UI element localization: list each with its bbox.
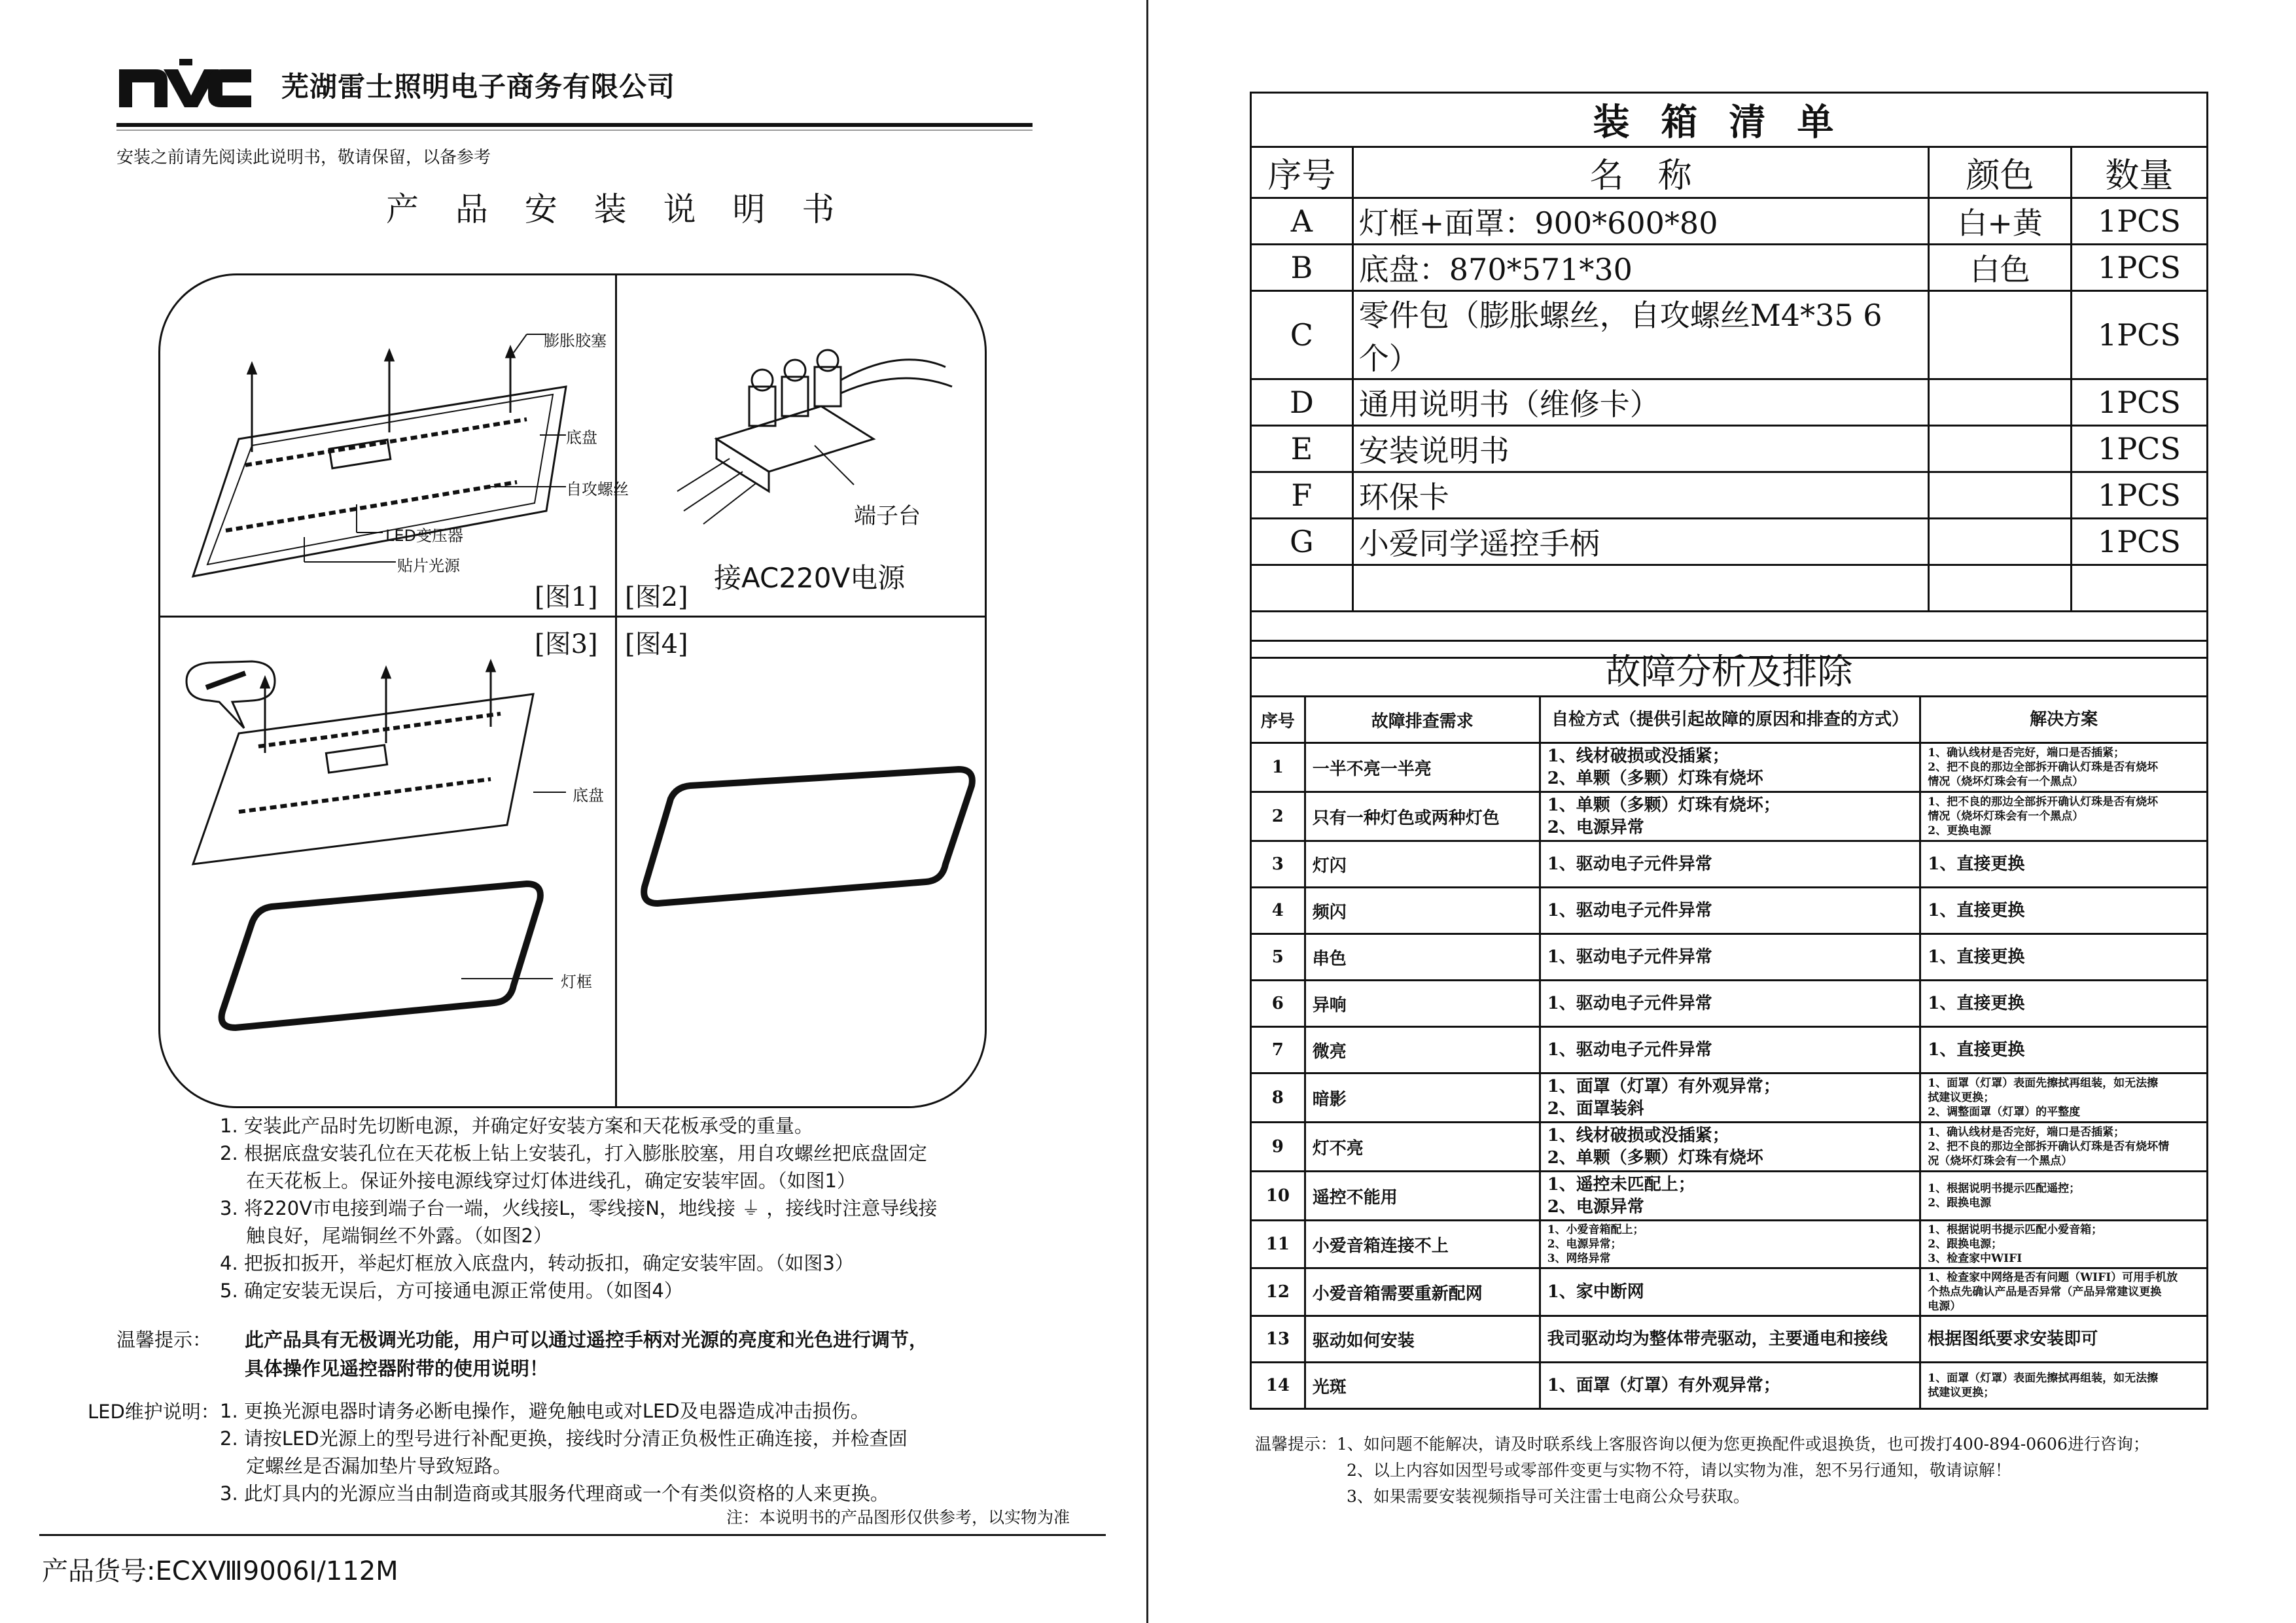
tip-line-2: 具体操作见遥控器附带的使用说明！ xyxy=(245,1357,549,1380)
header-rule xyxy=(116,123,1033,127)
row-name: 灯框+面罩：900*600*80 xyxy=(1352,198,1929,245)
right-tip-2: 2、以上内容如因型号或零部件变更与实物不符，请以实物为准，恕不另行通知，敬请谅解！ xyxy=(1347,1461,2011,1480)
fault-check xyxy=(1540,1221,1920,1268)
fault-no: 9 xyxy=(1251,1123,1305,1172)
table-row xyxy=(1251,519,2208,565)
fault-solution xyxy=(1920,1363,2208,1409)
table-row xyxy=(1251,743,2208,792)
fault-check-line: 1、面罩（灯罩）有外观异常； xyxy=(1547,1077,1780,1096)
right-tips xyxy=(1255,1431,2223,1510)
table-row xyxy=(1251,1027,2208,1073)
fault-check xyxy=(1540,743,1920,792)
fault-solution-line: 1、直接更换 xyxy=(1928,947,2025,967)
fault-solution xyxy=(1920,981,2208,1027)
row-color xyxy=(1929,472,2071,519)
table-row xyxy=(1251,1172,2208,1221)
fault-check-line: 3、网络异常 xyxy=(1547,1252,1611,1265)
fault-solution-line: 2、跟换电源 xyxy=(1928,1196,1992,1210)
fault-solution xyxy=(1920,1027,2208,1073)
fault-no: 5 xyxy=(1251,934,1305,981)
fault-check-line: 1、驱动电子元件异常 xyxy=(1547,901,1712,920)
fault-check-line: 1、驱动电子元件异常 xyxy=(1547,854,1712,874)
fault-solution xyxy=(1920,1123,2208,1172)
fault-need: 遥控不能用 xyxy=(1305,1172,1540,1221)
fault-solution xyxy=(1920,792,2208,841)
table-row xyxy=(1251,981,2208,1027)
row-qty: 1PCS xyxy=(2071,291,2207,379)
packing-list-title-row xyxy=(1251,93,2208,147)
fault-no: 8 xyxy=(1251,1073,1305,1123)
fault-check-line: 我司驱动均为整体带壳驱动，主要通电和接线 xyxy=(1547,1329,1888,1349)
row-qty: 1PCS xyxy=(2071,472,2207,519)
company-name: 芜湖雷士照明电子商务有限公司 xyxy=(281,71,676,103)
header-qty: 数量 xyxy=(2071,147,2207,198)
fault-need: 串色 xyxy=(1305,934,1540,981)
row-name: 小爱同学遥控手柄 xyxy=(1352,519,1929,565)
page-divider xyxy=(1146,0,1148,1623)
step-4: 4. 把扳扣扳开，举起灯框放入底盘内，转动扳扣，确定安装牢固。（如图3） xyxy=(220,1252,854,1274)
fault-solution-line: 2、把不良的那边全部拆开确认灯珠是否有烧坏情 xyxy=(1928,1140,2170,1153)
figure-label-3: [图3] xyxy=(535,629,598,659)
fault-need: 小爱音箱需要重新配网 xyxy=(1305,1268,1540,1316)
fault-solution xyxy=(1920,1221,2208,1268)
fault-check xyxy=(1540,1027,1920,1073)
row-color xyxy=(1929,519,2071,565)
fault-no: 13 xyxy=(1251,1316,1305,1363)
fault-solution-line: 2、更换电源 xyxy=(1928,824,1992,837)
fault-need: 只有一种灯色或两种灯色 xyxy=(1305,792,1540,841)
step-3: 3. 将220V市电接到端子台一端，火线接L，零线接N，地线接 ⏚ ，接线时注意导线接 xyxy=(220,1197,938,1219)
callout-tapping-screw: 自攻螺丝 xyxy=(566,480,629,498)
fault-no: 14 xyxy=(1251,1363,1305,1409)
row-no: B xyxy=(1251,245,1353,291)
fault-solution-line: 电源） xyxy=(1928,1300,1962,1313)
fault-solution-line: 3、检查家中WIFI xyxy=(1928,1252,2022,1265)
table-row xyxy=(1251,426,2208,472)
fault-need: 频闪 xyxy=(1305,888,1540,934)
fault-solution xyxy=(1920,1268,2208,1316)
fault-need: 灯不亮 xyxy=(1305,1123,1540,1172)
fault-solution-line: 1、直接更换 xyxy=(1928,994,2025,1013)
fault-no: 4 xyxy=(1251,888,1305,934)
table-row xyxy=(1251,379,2208,426)
fault-check-line: 1、单颗（多颗）灯珠有烧坏； xyxy=(1547,795,1780,815)
table-row xyxy=(1251,1316,2208,1363)
fault-check xyxy=(1540,1363,1920,1409)
fault-solution-line: 1、把不良的那边全部拆开确认灯珠是否有烧坏 xyxy=(1928,795,2159,809)
row-no: G xyxy=(1251,519,1353,565)
fault-check-line: 2、电源异常； xyxy=(1547,1238,1622,1251)
figure-label-1: [图1] xyxy=(535,582,598,612)
fault-solution xyxy=(1920,743,2208,792)
power-connection-label: 接AC220V电源 xyxy=(714,562,906,594)
header-check: 自检方式（提供引起故障的原因和排查的方式） xyxy=(1540,697,1920,743)
header-color: 颜色 xyxy=(1929,147,2071,198)
fault-check-line: 1、家中断网 xyxy=(1547,1282,1644,1302)
table-row xyxy=(1251,1123,2208,1172)
header-solution: 解决方案 xyxy=(1920,697,2208,743)
fault-solution-line: 1、直接更换 xyxy=(1928,901,2025,920)
fault-need: 异响 xyxy=(1305,981,1540,1027)
header-rule-thin xyxy=(116,130,1033,131)
callout-led-driver: LED变压器 xyxy=(385,527,464,545)
row-qty: 1PCS xyxy=(2071,245,2207,291)
table-row xyxy=(1251,1221,2208,1268)
table-row xyxy=(1251,245,2208,291)
table-row xyxy=(1251,291,2208,379)
fault-no: 11 xyxy=(1251,1221,1305,1268)
row-no xyxy=(1251,565,1353,612)
row-qty: 1PCS xyxy=(2071,426,2207,472)
row-name xyxy=(1352,565,1929,612)
fault-check-line: 1、驱动电子元件异常 xyxy=(1547,1040,1712,1060)
fault-solution-line: 1、直接更换 xyxy=(1928,854,2025,874)
fault-need: 灯闪 xyxy=(1305,841,1540,888)
right-tip-3: 3、如果需要安装视频指导可关注雷士电商公众号获取。 xyxy=(1347,1487,1750,1506)
header-no: 序号 xyxy=(1251,147,1353,198)
row-name: 安装说明书 xyxy=(1352,426,1929,472)
row-name: 环保卡 xyxy=(1352,472,1929,519)
fault-check xyxy=(1540,981,1920,1027)
fault-check xyxy=(1540,1073,1920,1123)
fault-no: 6 xyxy=(1251,981,1305,1027)
callout-chassis: 底盘 xyxy=(566,428,597,447)
row-no: C xyxy=(1251,291,1353,379)
fault-check-line: 2、电源异常 xyxy=(1547,818,1644,837)
fault-solution-line: 1、面罩（灯罩）表面先擦拭再组装，如无法擦 xyxy=(1928,1372,2159,1385)
fault-check xyxy=(1540,934,1920,981)
fault-need: 光斑 xyxy=(1305,1363,1540,1409)
row-qty: 1PCS xyxy=(2071,519,2207,565)
row-color xyxy=(1929,379,2071,426)
tip-line-1: 此产品具有无极调光功能，用户可以通过遥控手柄对光源的亮度和光色进行调节， xyxy=(245,1329,928,1351)
fault-solution xyxy=(1920,1172,2208,1221)
callout-expansion-plug: 膨胀胶塞 xyxy=(544,332,607,350)
row-name: 底盘：870*571*30 xyxy=(1352,245,1929,291)
table-row xyxy=(1251,934,2208,981)
led-step-1: 1. 更换光源电器时请务必断电操作，避免触电或对LED及电器造成冲击损伤。 xyxy=(220,1400,870,1422)
fault-check-line: 1、线材破损或没插紧； xyxy=(1547,746,1729,766)
fault-check-line: 1、面罩（灯罩）有外观异常； xyxy=(1547,1376,1780,1395)
figure-label-2: [图2] xyxy=(625,582,688,612)
fault-check-line: 1、驱动电子元件异常 xyxy=(1547,994,1712,1013)
table-row xyxy=(1251,888,2208,934)
callout-light-frame: 灯框 xyxy=(561,973,592,991)
fault-no: 10 xyxy=(1251,1172,1305,1221)
fault-no: 1 xyxy=(1251,743,1305,792)
fault-solution-line: 拭建议更换； xyxy=(1928,1091,1995,1104)
packing-list-header xyxy=(1251,147,2208,198)
fault-check xyxy=(1540,841,1920,888)
right-tip-1: 温馨提示：1、如问题不能解决，请及时联系线上客服咨询以便为您更换配件或退换货，也可拨打400-894-0606进行咨询； xyxy=(1255,1435,2149,1454)
fault-solution xyxy=(1920,841,2208,888)
table-row xyxy=(1251,1268,2208,1316)
fault-check xyxy=(1540,888,1920,934)
table-row-empty xyxy=(1251,565,2208,612)
fault-check xyxy=(1540,1123,1920,1172)
fault-need: 一半不亮一半亮 xyxy=(1305,743,1540,792)
row-color xyxy=(1929,565,2071,612)
fault-solution-line: 1、直接更换 xyxy=(1928,1040,2025,1060)
fault-no: 7 xyxy=(1251,1027,1305,1073)
callout-terminal-block: 端子台 xyxy=(854,503,921,529)
fault-check xyxy=(1540,1316,1920,1363)
fault-check-line: 2、电源异常 xyxy=(1547,1197,1644,1217)
row-no: D xyxy=(1251,379,1353,426)
packing-list-title: 装箱清单 xyxy=(1251,93,2208,147)
fault-check xyxy=(1540,1172,1920,1221)
tip-label: 温馨提示： xyxy=(116,1329,212,1351)
callout-chassis-fig3: 底盘 xyxy=(573,786,604,805)
table-row xyxy=(1251,198,2208,245)
manual-title: 产 品 安 装 说 明 书 xyxy=(386,190,848,228)
fault-solution-line: 拭建议更换； xyxy=(1928,1386,1995,1399)
nvc-logo-icon xyxy=(116,58,254,110)
fault-solution-line: 情况（烧坏灯珠会有一个黑点） xyxy=(1928,775,2084,788)
fault-solution xyxy=(1920,934,2208,981)
fault-solution-line: 1、检查家中网络是否有问题（WIFI）可用手机放 xyxy=(1928,1271,2178,1284)
led-maintenance-steps xyxy=(220,1397,1070,1507)
step-2-cont: 在天花板上。保证外接电源线穿过灯体进线孔，确定安装牢固。（如图1） xyxy=(246,1170,856,1192)
row-name: 零件包（膨胀螺丝，自攻螺丝M4*35 6个） xyxy=(1352,291,1929,379)
header-name: 名 称 xyxy=(1352,147,1929,198)
tip-text xyxy=(245,1325,1043,1383)
fault-header xyxy=(1251,697,2208,743)
table-row xyxy=(1251,1363,2208,1409)
fault-check-line: 1、小爱音箱配上； xyxy=(1547,1223,1644,1236)
row-qty: 1PCS xyxy=(2071,379,2207,426)
table-row xyxy=(1251,792,2208,841)
fault-no: 3 xyxy=(1251,841,1305,888)
fault-solution-line: 1、根据说明书提示匹配遥控； xyxy=(1928,1182,2081,1195)
fault-check-line: 2、单颗（多颗）灯珠有烧坏 xyxy=(1547,769,1763,788)
installation-steps xyxy=(220,1112,1070,1304)
fault-check-line: 1、遥控未匹配上； xyxy=(1547,1175,1695,1195)
figure-label-4: [图4] xyxy=(625,629,688,659)
fault-title: 故障分析及排除 xyxy=(1251,641,2208,697)
fault-solution-line: 1、确认线材是否完好，端口是否插紧； xyxy=(1928,746,2125,759)
fault-check-line: 1、线材破损或没插紧； xyxy=(1547,1126,1729,1145)
led-step-2: 2. 请按LED光源上的型号进行补配更换，接线时分清正负极性正确连接，并检查固 xyxy=(220,1427,908,1450)
fault-solution-line: 2、跟换电源； xyxy=(1928,1238,2003,1251)
fault-solution xyxy=(1920,1073,2208,1123)
fault-solution-line: 况（烧坏灯珠会有一个黑点） xyxy=(1928,1155,2073,1168)
fault-need: 微亮 xyxy=(1305,1027,1540,1073)
led-step-3: 3. 此灯具内的光源应当由制造商或其服务代理商或一个有类似资格的人来更换。 xyxy=(220,1482,889,1505)
fault-title-row xyxy=(1251,641,2208,697)
fault-solution-line: 2、把不良的那边全部拆开确认灯珠是否有烧坏 xyxy=(1928,761,2159,774)
footer-rule xyxy=(39,1534,1106,1536)
table-row xyxy=(1251,472,2208,519)
fault-need: 小爱音箱连接不上 xyxy=(1305,1221,1540,1268)
fault-rows xyxy=(1251,743,2208,1409)
fault-solution-line: 个热点先确认产品是否异常（产品异常建议更换 xyxy=(1928,1285,2162,1299)
fault-check xyxy=(1540,1268,1920,1316)
fault-check-line: 2、单颗（多颗）灯珠有烧坏 xyxy=(1547,1148,1763,1168)
fault-solution-line: 1、根据说明书提示匹配小爱音箱； xyxy=(1928,1223,2103,1236)
step-5: 5. 确定安装无误后，方可接通电源正常使用。（如图4） xyxy=(220,1280,683,1302)
step-2: 2. 根据底盘安装孔位在天花板上钻上安装孔，打入膨胀胶塞，用自攻螺丝把底盘固定 xyxy=(220,1142,927,1164)
fault-solution-line: 1、确认线材是否完好，端口是否插紧； xyxy=(1928,1126,2125,1139)
row-color xyxy=(1929,426,2071,472)
fault-no: 12 xyxy=(1251,1268,1305,1316)
table-row xyxy=(1251,841,2208,888)
row-qty: 1PCS xyxy=(2071,198,2207,245)
header-no: 序号 xyxy=(1251,697,1305,743)
fault-solution xyxy=(1920,888,2208,934)
header-need: 故障排查需求 xyxy=(1305,697,1540,743)
led-step-2-cont: 定螺丝是否漏加垫片导致短路。 xyxy=(246,1455,512,1477)
figure-disclaimer: 注：本说明书的产品图形仅供参考，以实物为准 xyxy=(726,1508,1070,1527)
product-model: 产品货号:ECXⅧ9006Ⅰ/112M xyxy=(42,1556,398,1586)
row-qty xyxy=(2071,565,2207,612)
fault-check-line: 2、面罩装斜 xyxy=(1547,1099,1644,1119)
row-no: F xyxy=(1251,472,1353,519)
fault-solution-line: 情况（烧坏灯珠会有一个黑点） xyxy=(1928,810,2084,823)
fault-check-line: 1、驱动电子元件异常 xyxy=(1547,947,1712,967)
fault-analysis-table xyxy=(1250,640,2208,1410)
step-3-cont: 触良好，尾端铜丝不外露。（如图2） xyxy=(246,1225,552,1247)
fault-solution-line: 1、面罩（灯罩）表面先擦拭再组装，如无法擦 xyxy=(1928,1077,2159,1090)
led-maintenance-label: LED维护说明： xyxy=(88,1401,220,1423)
row-no: E xyxy=(1251,426,1353,472)
fault-solution xyxy=(1920,1316,2208,1363)
fault-need: 暗影 xyxy=(1305,1073,1540,1123)
row-name: 通用说明书（维修卡） xyxy=(1352,379,1929,426)
fault-solution-line: 2、调整面罩（灯罩）的平整度 xyxy=(1928,1106,2081,1119)
packing-list-table xyxy=(1250,92,2208,659)
step-1: 1. 安装此产品时先切断电源，并确定好安装方案和天花板承受的重量。 xyxy=(220,1115,813,1137)
read-notice: 安装之前请先阅读此说明书，敬请保留，以备参考 xyxy=(116,148,491,167)
callout-smd-light-source: 贴片光源 xyxy=(397,557,460,575)
row-color: 白色 xyxy=(1929,245,2071,291)
installation-diagram xyxy=(158,273,987,1108)
fault-need: 驱动如何安装 xyxy=(1305,1316,1540,1363)
row-no: A xyxy=(1251,198,1353,245)
table-row xyxy=(1251,1073,2208,1123)
fault-no: 2 xyxy=(1251,792,1305,841)
fault-solution-line: 根据图纸要求安装即可 xyxy=(1928,1329,2098,1349)
row-color xyxy=(1929,291,2071,379)
row-color: 白+黄 xyxy=(1929,198,2071,245)
fault-check xyxy=(1540,792,1920,841)
